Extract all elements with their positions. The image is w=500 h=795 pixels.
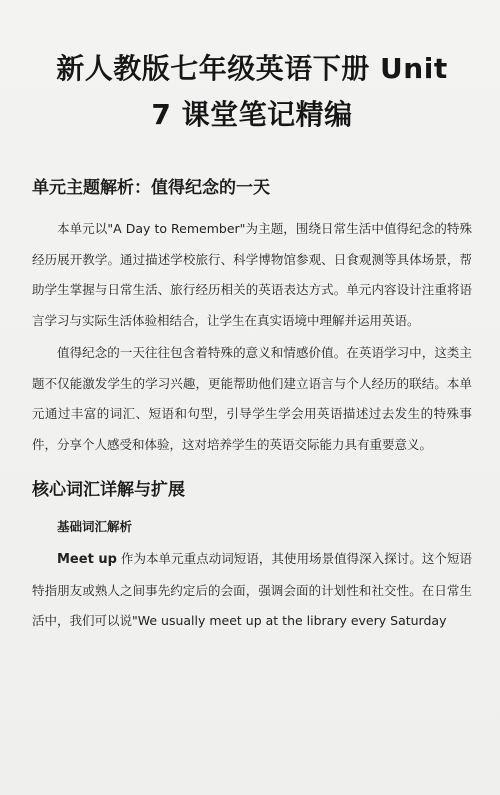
paragraph-meet-up-text: 作为本单元重点动词短语，其使用场景值得深入探讨。这个短语特指朋友或熟人之间事先约定后的会面，强调会面的计划性和社交性。在日常生活中，我们可以说"We usually meet up at the library every Saturday (32, 551, 472, 628)
paragraph-theme-intro: 本单元以"A Day to Remember"为主题，围绕日常生活中值得纪念的特殊经历展开教学。通过描述学校旅行、科学博物馆参观、日食观测等具体场景，帮助学生掌握与日常生活、旅行经历相关的英语表达方式。单元内容设计注重将语言学习与实际生活体验相结合，让学生在真实语境中理解并运用英语。 (32, 221, 472, 328)
paragraph-theme-meaning: 值得纪念的一天往往包含着特殊的意义和情感价值。在英语学习中，这类主题不仅能激发学生的学习兴趣，更能帮助他们建立语言与个人经历的联结。本单元通过丰富的词汇、短语和句型，引导学生学会用英语描述过去发生的特殊事件，分享个人感受和体验，这对培养学生的英语交际能力具有重要意义。 (32, 345, 472, 452)
title-line-1: 新人教版七年级英语下册 Unit (56, 52, 448, 85)
document-title (32, 46, 472, 138)
section-heading-vocabulary: 核心词汇详解与扩展 (32, 480, 185, 500)
subheading-basic-vocabulary: 基础词汇解析 (57, 519, 133, 534)
paragraph-meet-up (32, 544, 472, 637)
term-meet-up: Meet up (57, 552, 117, 567)
section-heading-theme: 单元主题解析：值得纪念的一天 (32, 178, 270, 198)
title-line-2: 7 课堂笔记精编 (151, 98, 353, 131)
